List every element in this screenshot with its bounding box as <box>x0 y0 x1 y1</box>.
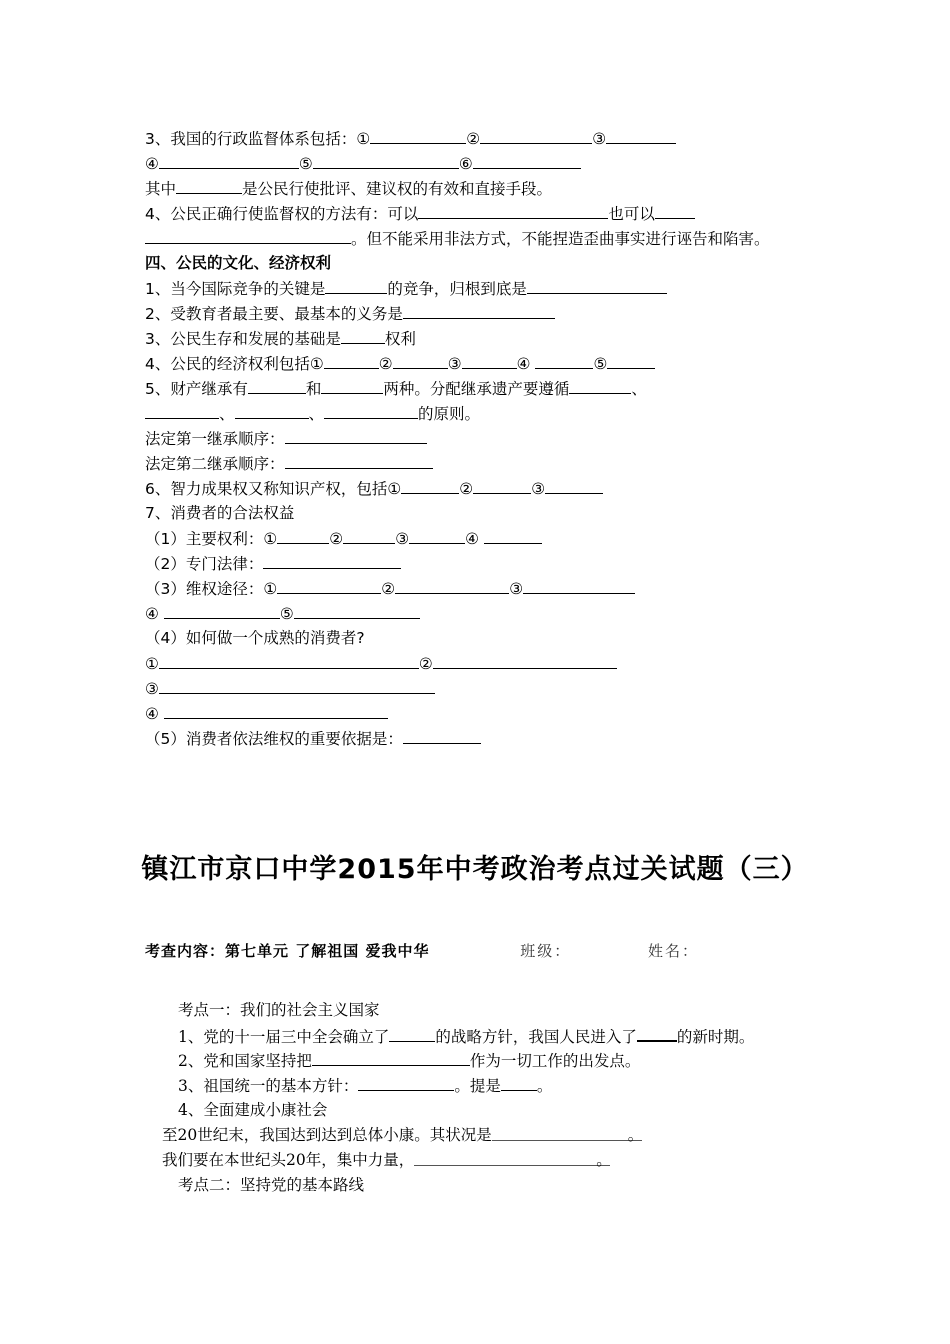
q3-line: 3、我国的行政监督体系包括：① ② ③ <box>145 128 676 149</box>
blank[interactable] <box>535 353 593 369</box>
s4-line: 4、公民的经济权利包括① ② ③ ④ ⑤ <box>145 353 655 374</box>
kd1-heading: 考点一：我们的社会主义国家 <box>178 1001 380 1019</box>
k4-line1: 至20世纪末，我国达到达到总体小康。其状况是 。 <box>162 1126 644 1144</box>
s5-line: 5、财产继承有 和 两种。分配继承遗产要遵循 、 <box>145 380 647 398</box>
blank[interactable] <box>176 178 242 194</box>
blank[interactable] <box>403 303 555 319</box>
blank[interactable] <box>473 153 581 169</box>
blank[interactable] <box>403 728 481 744</box>
blank[interactable] <box>370 128 466 144</box>
blank[interactable] <box>277 578 381 594</box>
blank[interactable] <box>277 528 329 544</box>
blank[interactable] <box>527 278 667 294</box>
s5-second-order: 法定第二继承顺序： <box>145 453 433 474</box>
blank[interactable] <box>389 1026 435 1042</box>
s7-4-answer3: ④ <box>145 703 388 724</box>
blank[interactable]: 。 <box>492 1125 642 1141</box>
blank[interactable] <box>418 203 608 219</box>
blank[interactable] <box>324 353 379 369</box>
k4-line2: 我们要在本世纪头20年，集中力量， 。 <box>162 1151 612 1169</box>
s7-4-answer2: ③ <box>145 678 435 699</box>
blank[interactable] <box>321 378 383 394</box>
section-heading: 四、公民的文化、经济权利 <box>145 254 332 272</box>
s7-2-line: （2）专门法律： <box>145 553 401 574</box>
blank[interactable] <box>325 278 387 294</box>
blank[interactable] <box>285 453 433 469</box>
s7-4-line: （4）如何做一个成熟的消费者? <box>145 629 365 647</box>
s7-3-line2: ④ ⑤ <box>145 603 420 624</box>
kd2-heading: 考点二：坚持党的基本路线 <box>178 1176 365 1194</box>
s7-5-line: （5）消费者依法维权的重要依据是： <box>145 728 481 749</box>
blank[interactable] <box>401 478 459 494</box>
blank[interactable] <box>606 128 676 144</box>
blank[interactable] <box>312 1050 470 1066</box>
blank[interactable] <box>433 653 617 669</box>
blank[interactable] <box>145 403 219 419</box>
page-title: 镇江市京口中学2015年中考政治考点过关试题（三） <box>141 854 809 885</box>
s7-line: 7、消费者的合法权益 <box>145 504 295 522</box>
blank[interactable] <box>484 528 542 544</box>
blank[interactable] <box>235 403 309 419</box>
blank[interactable] <box>655 203 695 219</box>
q4-line: 4、公民正确行使监督权的方法有：可以 也可以 <box>145 203 695 224</box>
class-label: 班级： <box>520 942 572 960</box>
exam-info <box>145 940 699 961</box>
blank[interactable] <box>462 353 517 369</box>
blank[interactable] <box>341 328 385 344</box>
blank[interactable] <box>159 653 419 669</box>
blank[interactable] <box>358 1075 454 1091</box>
k2-line: 2、党和国家坚持把 作为一切工作的出发点。 <box>178 1052 641 1070</box>
blank[interactable]: 。 <box>414 1150 610 1166</box>
blank[interactable] <box>294 603 420 619</box>
blank[interactable] <box>607 353 655 369</box>
s3-line: 3、公民生存和发展的基础是 权利 <box>145 330 416 348</box>
s1-line: 1、当今国际竞争的关键是 的竞争，归根到底是 <box>145 278 667 299</box>
blank[interactable] <box>637 1025 677 1042</box>
blank[interactable] <box>164 603 280 619</box>
blank[interactable] <box>409 528 465 544</box>
s5-first-order: 法定第一继承顺序： <box>145 428 427 449</box>
k4-heading: 4、全面建成小康社会 <box>178 1101 328 1119</box>
q4-line2: 。但不能采用非法方式，不能捏造歪曲事实进行诬告和陷害。 <box>145 228 770 249</box>
blank[interactable] <box>343 528 395 544</box>
scope-label: 考查内容：第七单元 了解祖国 爱我中华 <box>145 942 430 960</box>
blank[interactable] <box>395 578 509 594</box>
blank[interactable] <box>545 478 603 494</box>
blank[interactable] <box>523 578 635 594</box>
blank[interactable] <box>569 378 631 394</box>
blank[interactable] <box>285 428 427 444</box>
blank[interactable] <box>501 1075 537 1091</box>
s6-line: 6、智力成果权又称知识产权，包括① ② ③ <box>145 478 603 499</box>
blank[interactable] <box>263 553 401 569</box>
q3-note: 其中 是公民行使批评、建议权的有效和直接手段。 <box>145 180 553 198</box>
q3-line2: ④ ⑤ ⑥ <box>145 153 581 174</box>
blank[interactable] <box>159 153 299 169</box>
name-label: 姓名： <box>648 942 700 960</box>
blank[interactable] <box>313 153 459 169</box>
blank[interactable] <box>393 353 448 369</box>
s7-3-line: （3）维权途径：① ② ③ <box>145 578 635 599</box>
s7-1-line: （1）主要权利：① ② ③ ④ <box>145 528 542 549</box>
blank[interactable] <box>480 128 592 144</box>
blank[interactable] <box>324 403 418 419</box>
s2-line: 2、受教育者最主要、最基本的义务是 <box>145 303 555 324</box>
blank[interactable] <box>164 703 388 719</box>
blank[interactable] <box>145 228 351 244</box>
s7-4-answer1: ① ② <box>145 653 617 674</box>
blank[interactable] <box>473 478 531 494</box>
k1-line: 1、党的十一届三中全会确立了 的战略方针，我国人民进入了 的新时期。 <box>178 1025 754 1047</box>
s5-line2: 、 、 的原则。 <box>145 403 480 424</box>
blank[interactable] <box>248 378 306 394</box>
blank[interactable] <box>159 678 435 694</box>
k3-line: 3、祖国统一的基本方针： 。提是 。 <box>178 1077 553 1095</box>
